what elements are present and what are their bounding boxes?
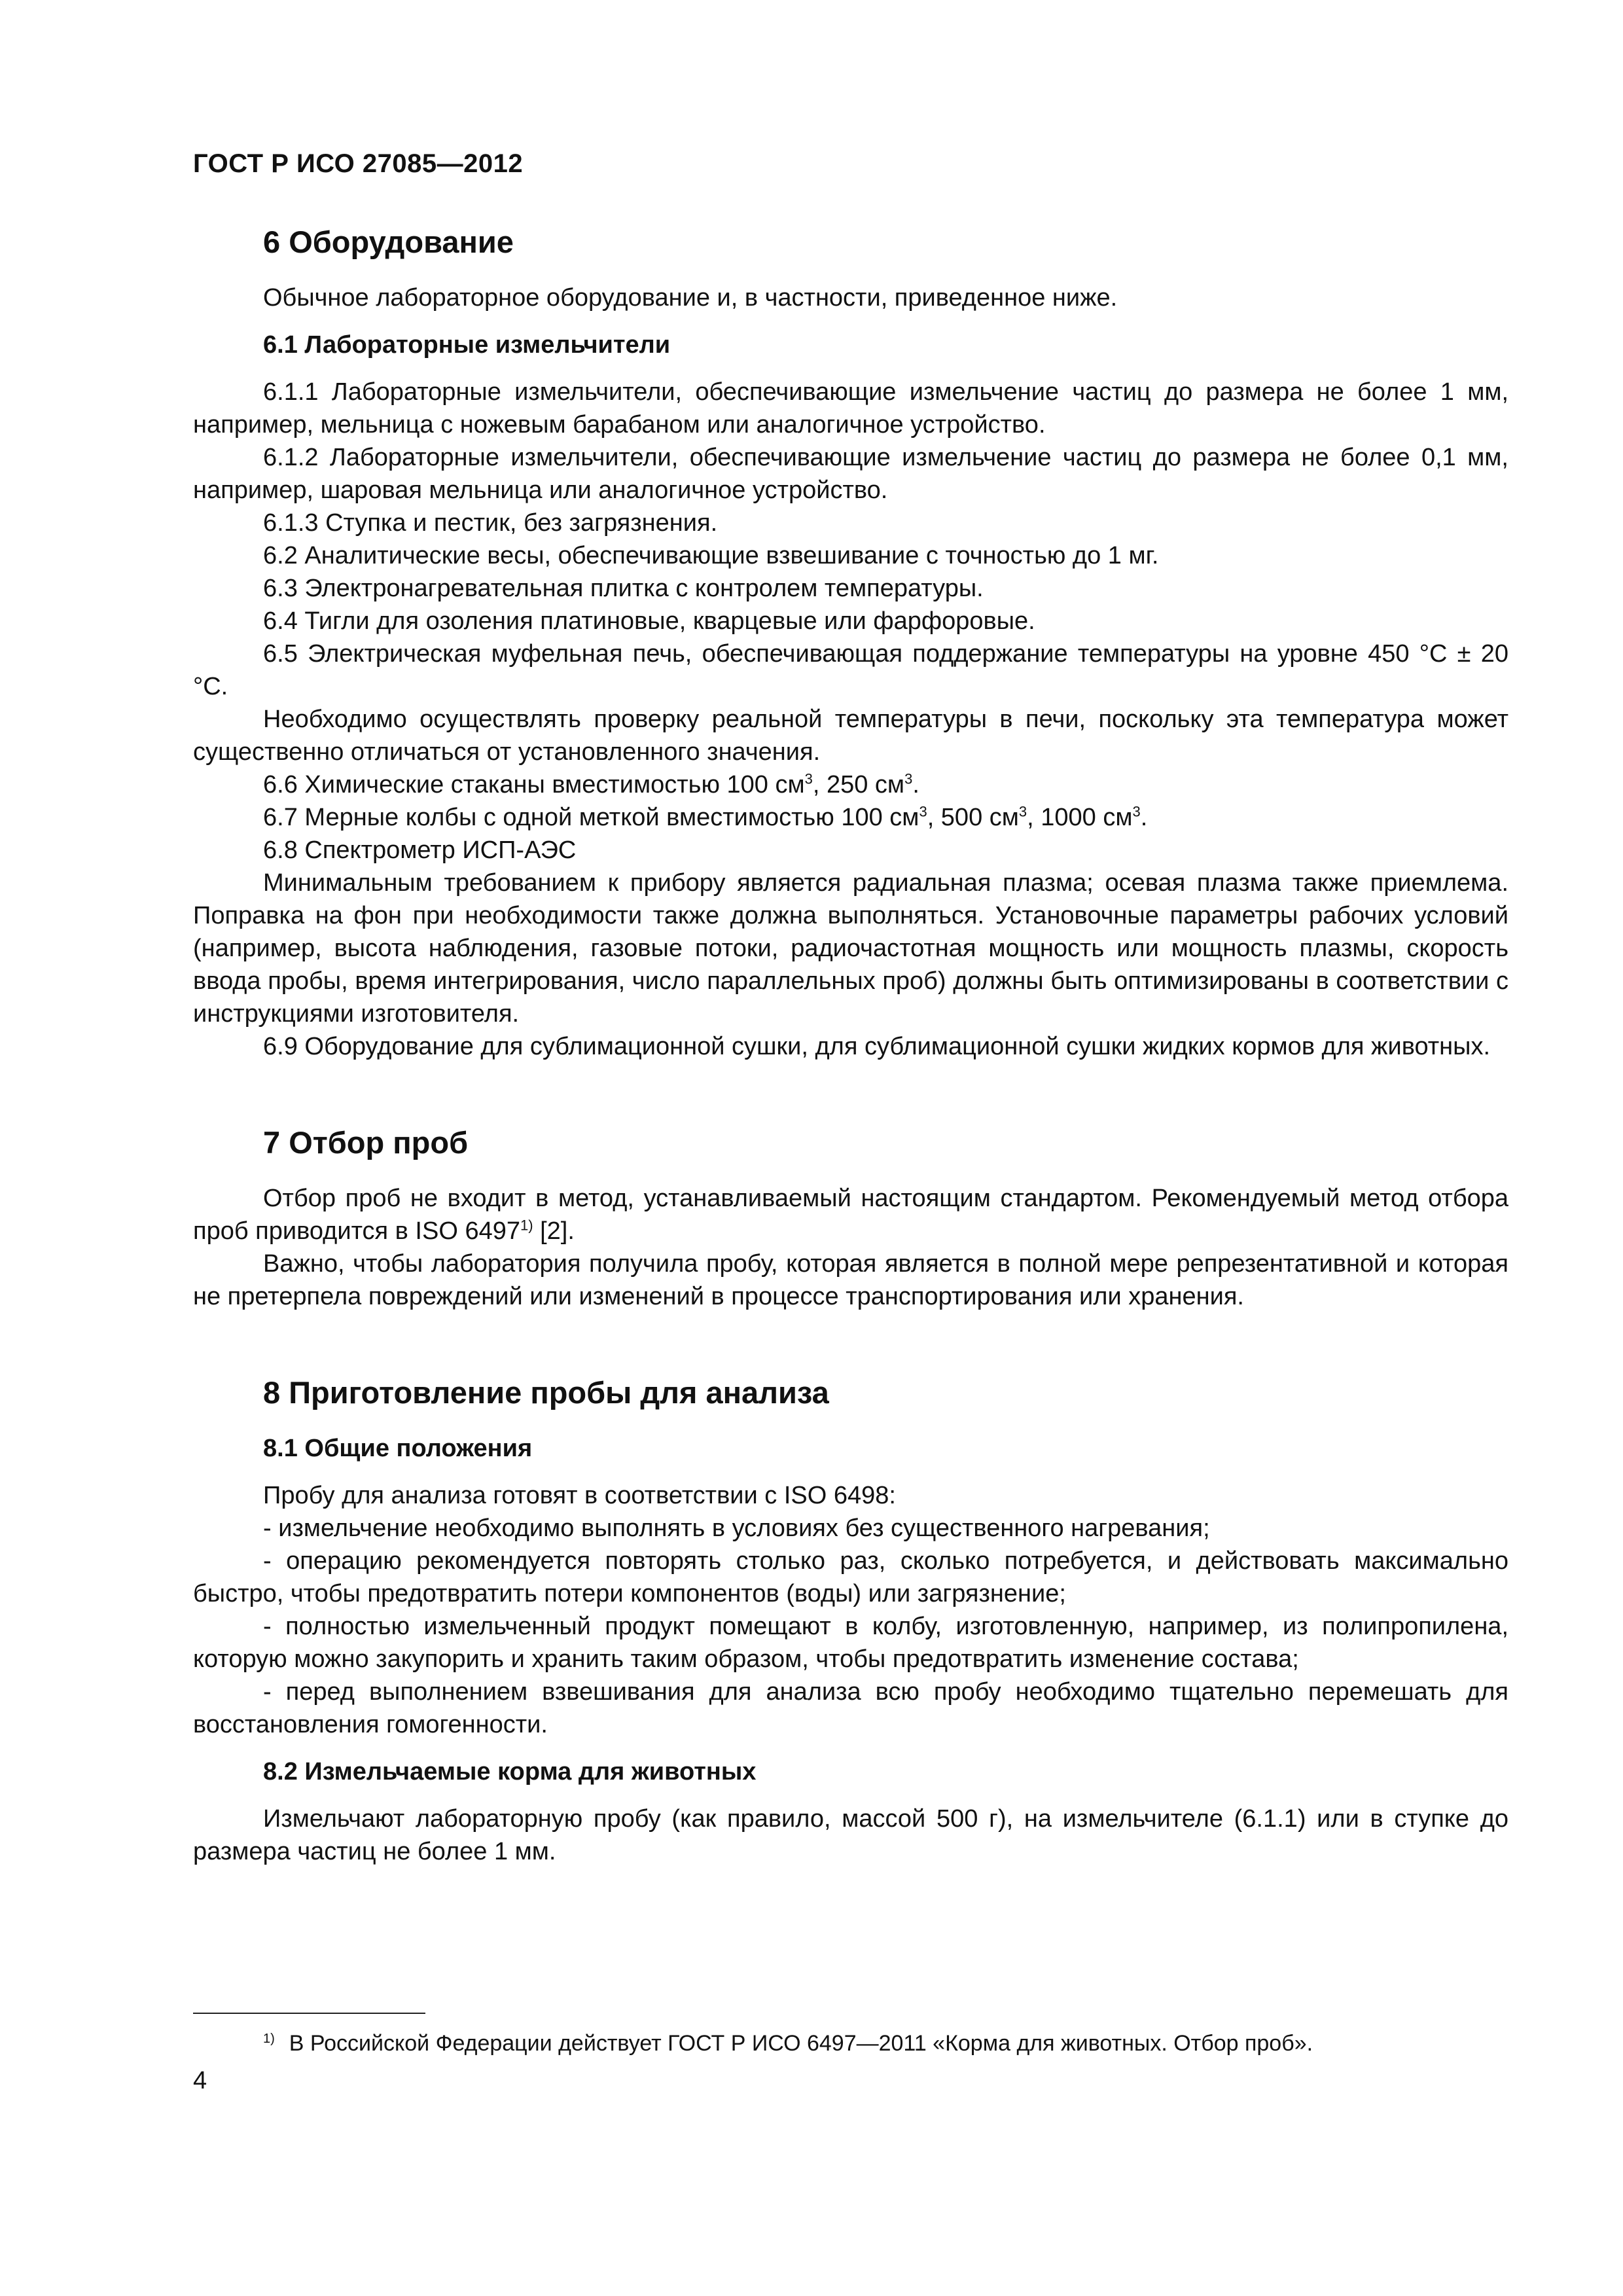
- paragraph-6-3: 6.3 Электронагревательная плитка с контролем температуры.: [263, 575, 984, 602]
- p-6-6-text: 6.6 Химические стаканы вместимостью 100 см: [263, 771, 805, 798]
- paragraph-8-1-intro: Пробу для анализа готовят в соответствии с ISO 6498:: [263, 1482, 896, 1509]
- p-7-1-end: [2].: [533, 1217, 575, 1245]
- superscript-cube: 3: [919, 803, 927, 820]
- paragraph-8-2: Измельчают лабораторную пробу (как правило, массой 500 г), на измельчителе (6.1.1) или в ступке до размера частиц не более 1 мм.: [193, 1805, 1508, 1865]
- footnote-text: В Российской Федерации действует ГОСТ Р ИСО 6497—2011 «Корма для животных. Отбор проб».: [289, 2031, 1313, 2056]
- page-number: 4: [193, 2067, 207, 2094]
- list-item-8-1-1: - измельчение необходимо выполнять в условиях без существенного нагревания;: [263, 1515, 1210, 1542]
- section-8-heading: 8 Приготовление пробы для анализа: [263, 1375, 829, 1410]
- p-6-7-text: 6.7 Мерные колбы с одной меткой вместимостью 100 см: [263, 804, 919, 831]
- superscript-cube: 3: [1018, 803, 1027, 820]
- p-6-7-sep1: , 500 см: [927, 804, 1019, 831]
- paragraph-6-6: [193, 768, 1508, 801]
- footnote: [263, 2029, 1313, 2058]
- subsection-8-1-heading: 8.1 Общие положения: [263, 1435, 533, 1462]
- p-6-6-end: .: [912, 771, 919, 798]
- paragraph-6-5: 6.5 Электрическая муфельная печь, обеспечивающая поддержание температуры на уровне 450 °С ± 20 °С.: [193, 640, 1508, 700]
- p-6-7-sep2: , 1000 см: [1027, 804, 1133, 831]
- paragraph-6-1-3: 6.1.3 Ступка и пестик, без загрязнения.: [263, 509, 718, 537]
- p-6-7-end: .: [1140, 804, 1148, 831]
- paragraph-6-1-1: 6.1.1 Лабораторные измельчители, обеспечивающие измельчение частиц до размера не более 1 мм, например, мельница с ножевым барабаном или аналогичное устройство.: [193, 378, 1508, 439]
- superscript-cube: 3: [804, 770, 813, 787]
- section-7-heading: 7 Отбор проб: [263, 1125, 469, 1160]
- list-item-8-1-3: - полностью измельченный продукт помещают в колбу, изготовленную, например, из полипропилена, которую можно закупорить и хранить таким образом, чтобы предотвратить изменение состава;: [193, 1613, 1508, 1673]
- paragraph-6-4: 6.4 Тигли для озоления платиновые, кварцевые или фарфоровые.: [263, 607, 1035, 635]
- p-7-1-text: Отбор проб не входит в метод, устанавливаемый настоящим стандартом. Рекомендуемый метод отбора проб приводится в ISO 6497: [193, 1185, 1508, 1245]
- paragraph-6-8-description: Минимальным требованием к прибору является радиальная плазма; осевая плазма также приемлема. Поправка на фон при необходимости также должна выполняться. Установочные параметры рабочих условий (например, высота наблюдения, газовые потоки, радиочастотная мощность или мощность плазмы, скорость ввода пробы, время интегрирования, число параллельных проб) должны быть оптимизированы в соответствии с инструкциями изготовителя.: [193, 869, 1508, 1028]
- paragraph-6-7: [193, 801, 1508, 834]
- paragraph-6-2: 6.2 Аналитические весы, обеспечивающие взвешивание с точностью до 1 мг.: [263, 542, 1159, 569]
- list-item-8-1-2: - операцию рекомендуется повторять столько раз, сколько потребуется, и действовать максимально быстро, чтобы предотвратить потери компонентов (воды) или загрязнение;: [193, 1547, 1508, 1607]
- paragraph-7-1: [193, 1182, 1508, 1247]
- list-item-8-1-4: - перед выполнением взвешивания для анализа всю пробу необходимо тщательно перемешать для восстановления гомогенности.: [193, 1678, 1508, 1738]
- superscript-cube: 3: [1132, 803, 1141, 820]
- document-header-title: ГОСТ Р ИСО 27085—2012: [193, 149, 524, 178]
- paragraph-6-1-2: 6.1.2 Лабораторные измельчители, обеспечивающие измельчение частиц до размера не более 0,1 мм, например, шаровая мельница или аналогичное устройство.: [193, 444, 1508, 504]
- p-6-6-sep: , 250 см: [812, 771, 905, 798]
- subsection-8-2-heading: 8.2 Измельчаемые корма для животных: [263, 1758, 757, 1785]
- paragraph-6-5-note: Необходимо осуществлять проверку реальной температуры в печи, поскольку эта температура может существенно отличаться от установленного значения.: [193, 706, 1508, 766]
- footnote-reference: 1): [520, 1217, 533, 1234]
- superscript-cube: 3: [904, 770, 913, 787]
- page-content: [193, 223, 1508, 1868]
- section-6-intro: Обычное лабораторное оборудование и, в частности, приведенное ниже.: [263, 284, 1118, 312]
- paragraph-6-9: 6.9 Оборудование для сублимационной сушки, для сублимационной сушки жидких кормов для животных.: [263, 1033, 1491, 1060]
- footnote-separator: [193, 2013, 425, 2014]
- subsection-6-1-heading: 6.1 Лабораторные измельчители: [263, 331, 671, 359]
- footnote-mark: 1): [263, 2031, 275, 2046]
- paragraph-6-8: 6.8 Спектрометр ИСП-АЭС: [263, 836, 577, 864]
- section-6-heading: 6 Оборудование: [263, 224, 514, 259]
- paragraph-7-2: Важно, чтобы лаборатория получила пробу, которая является в полной мере репрезентативной и которая не претерпела повреждений или изменений в процессе транспортирования или хранения.: [193, 1250, 1508, 1310]
